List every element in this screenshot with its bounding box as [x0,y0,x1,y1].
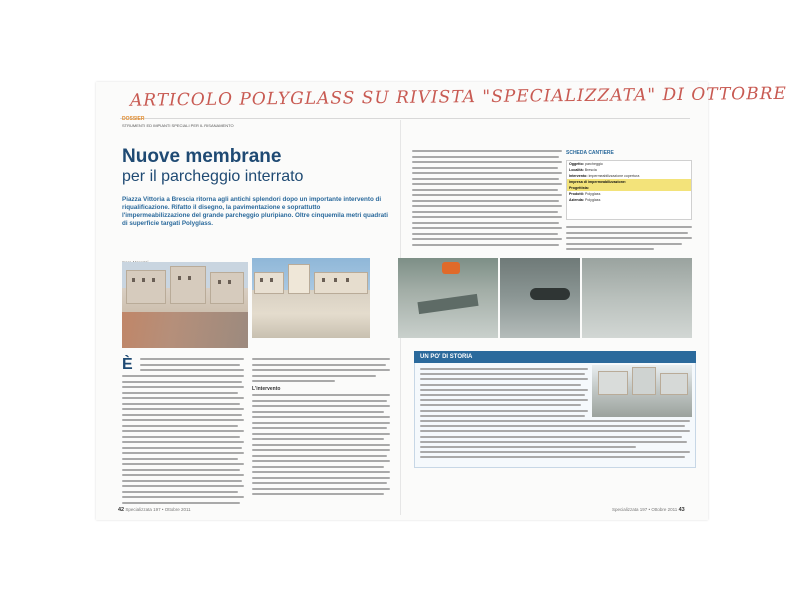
text-line [122,381,242,383]
text-line [252,422,390,424]
building [314,272,368,294]
scheda-row: Azienda: Polyglass [569,198,601,202]
tower [288,264,310,294]
text-line [412,227,562,229]
text-line [122,496,244,498]
text-line [122,375,244,377]
text-line [252,364,386,366]
photo-membrane-laying-2 [500,258,580,338]
building [170,266,206,304]
photo-membrane-surface [582,258,692,338]
text-line [252,471,390,473]
article-title-line2: per il parcheggio interrato [122,168,304,185]
text-line [140,369,244,371]
text-line [122,474,244,476]
window [132,278,135,282]
text-line [566,243,682,245]
storia-title: UN PO' DI STORIA [420,354,473,360]
building [254,272,284,294]
text-line [252,482,387,484]
drop-cap: È [122,356,133,373]
construction-site [122,312,248,348]
text-line [412,194,562,196]
window [270,278,273,282]
section-subtitle: STRUMENTI ED IMPIANTI SPECIALI PER IL RISANAMENTO [122,123,234,128]
text-line [252,400,387,402]
text-line [252,433,390,435]
text-line [420,446,636,448]
scheda-row: Oggetto: parcheggio [569,162,603,166]
building [632,367,656,395]
text-line [252,449,390,451]
window [178,276,181,280]
text-line [252,369,390,371]
text-line [420,384,581,386]
text-line [122,491,238,493]
text-line [122,386,244,388]
text-line [122,414,242,416]
text-line [122,425,238,427]
window [228,280,231,284]
text-line [252,455,387,457]
building [598,371,628,395]
subhead-intervento: L'intervento [252,386,281,392]
window [260,278,263,282]
text-line [420,436,682,438]
photo-membrane-laying-1 [398,258,498,338]
text-line [122,447,242,449]
article-title-line1: Nuove membrane [122,146,282,167]
section-tag: DOSSIER [122,116,145,122]
window [152,278,155,282]
text-line [122,403,240,405]
text-line [420,394,585,396]
text-line [252,380,335,382]
text-line [412,233,558,235]
text-line [420,451,690,453]
text-line [252,460,390,462]
text-line [412,189,558,191]
text-line [252,438,384,440]
text-line [252,488,390,490]
text-line [420,410,588,412]
text-line [122,485,244,487]
text-line [412,211,558,213]
window [334,278,337,282]
text-line [122,436,240,438]
text-line [566,232,688,234]
footer-right [612,507,685,513]
text-line [252,493,384,495]
text-line [412,222,559,224]
page-number-right: 43 [678,507,685,513]
scheda-title: SCHEDA CANTIERE [566,150,614,156]
scheda-row: Impresa di impermeabilizzazione: [567,179,691,185]
text-line [420,368,588,370]
text-line [412,167,558,169]
membrane-roll [417,294,478,314]
text-line [122,392,238,394]
window [218,280,221,284]
text-line [420,415,585,417]
text-line [122,397,244,399]
text-line [252,411,384,413]
text-line [122,480,242,482]
text-line [412,172,562,174]
text-line [412,205,562,207]
text-line [252,416,390,418]
handwritten-note: ARTICOLO POLYGLASS SU RIVISTA "SPECIALIZZATA" DI OTTOBRE [129,83,787,111]
window [346,278,349,282]
footer-right-text: Specializzata 197 • Ottobre 2011 [612,507,678,512]
text-line [122,419,244,421]
scheda-row: Intervento: impermeabilizzazione copertura [569,174,640,178]
text-line [412,183,562,185]
photo-piazza-completed [252,258,370,338]
text-line [412,178,559,180]
text-line [252,477,390,479]
text-line [252,375,376,377]
worker [442,262,460,274]
text-line [566,237,692,239]
text-line [140,358,244,360]
text-line [420,425,685,427]
text-line [566,248,654,250]
article-intro: Piazza Vittoria a Brescia ritorna agli antichi splendori dopo un importante intervento di riqualificazione. Rifatto il disegno, la pavimentazione e soprattutto l'impermeabilizzazione del grande parcheggio pluripiano. Oltre cinquemila metri quadrati di superficie targati Polyglass. [122,196,389,227]
window [322,278,325,282]
text-line [412,156,559,158]
text-line [122,463,244,465]
scheda-cantiere-box [566,160,692,220]
text-line [122,502,240,504]
text-line [122,408,244,410]
text-line [252,405,390,407]
text-line [252,466,384,468]
text-line [412,161,562,163]
text-line [412,238,562,240]
text-line [412,244,559,246]
footer-left-text: Specializzata 197 • Ottobre 2011 [125,507,191,512]
text-line [412,216,562,218]
text-line [252,427,387,429]
text-line [252,444,390,446]
membrane-roll [530,288,570,300]
page-number-left: 42 [118,507,125,513]
text-line [420,441,687,443]
scheda-row: Progettista: [567,185,691,191]
text-line [122,458,238,460]
text-line [420,399,588,401]
header-rule [120,118,690,119]
text-line [420,373,585,375]
text-line [252,394,390,396]
text-line [412,150,562,152]
scheda-row: Prodotti: Polyglass [569,192,601,196]
text-line [420,420,690,422]
footer-left [118,507,191,513]
text-line [420,389,588,391]
window [188,276,191,280]
building [126,270,166,304]
building [660,373,688,395]
text-line [412,200,559,202]
window [142,278,145,282]
text-line [122,452,244,454]
text-line [566,226,692,228]
text-line [122,469,240,471]
photo-historic-piazza [592,365,692,417]
text-line [140,364,240,366]
scheda-row: Località: Brescia [569,168,597,172]
text-line [122,441,244,443]
photo-piazza-construction [122,262,248,348]
text-line [252,358,390,360]
text-line [122,430,244,432]
building [210,272,244,304]
